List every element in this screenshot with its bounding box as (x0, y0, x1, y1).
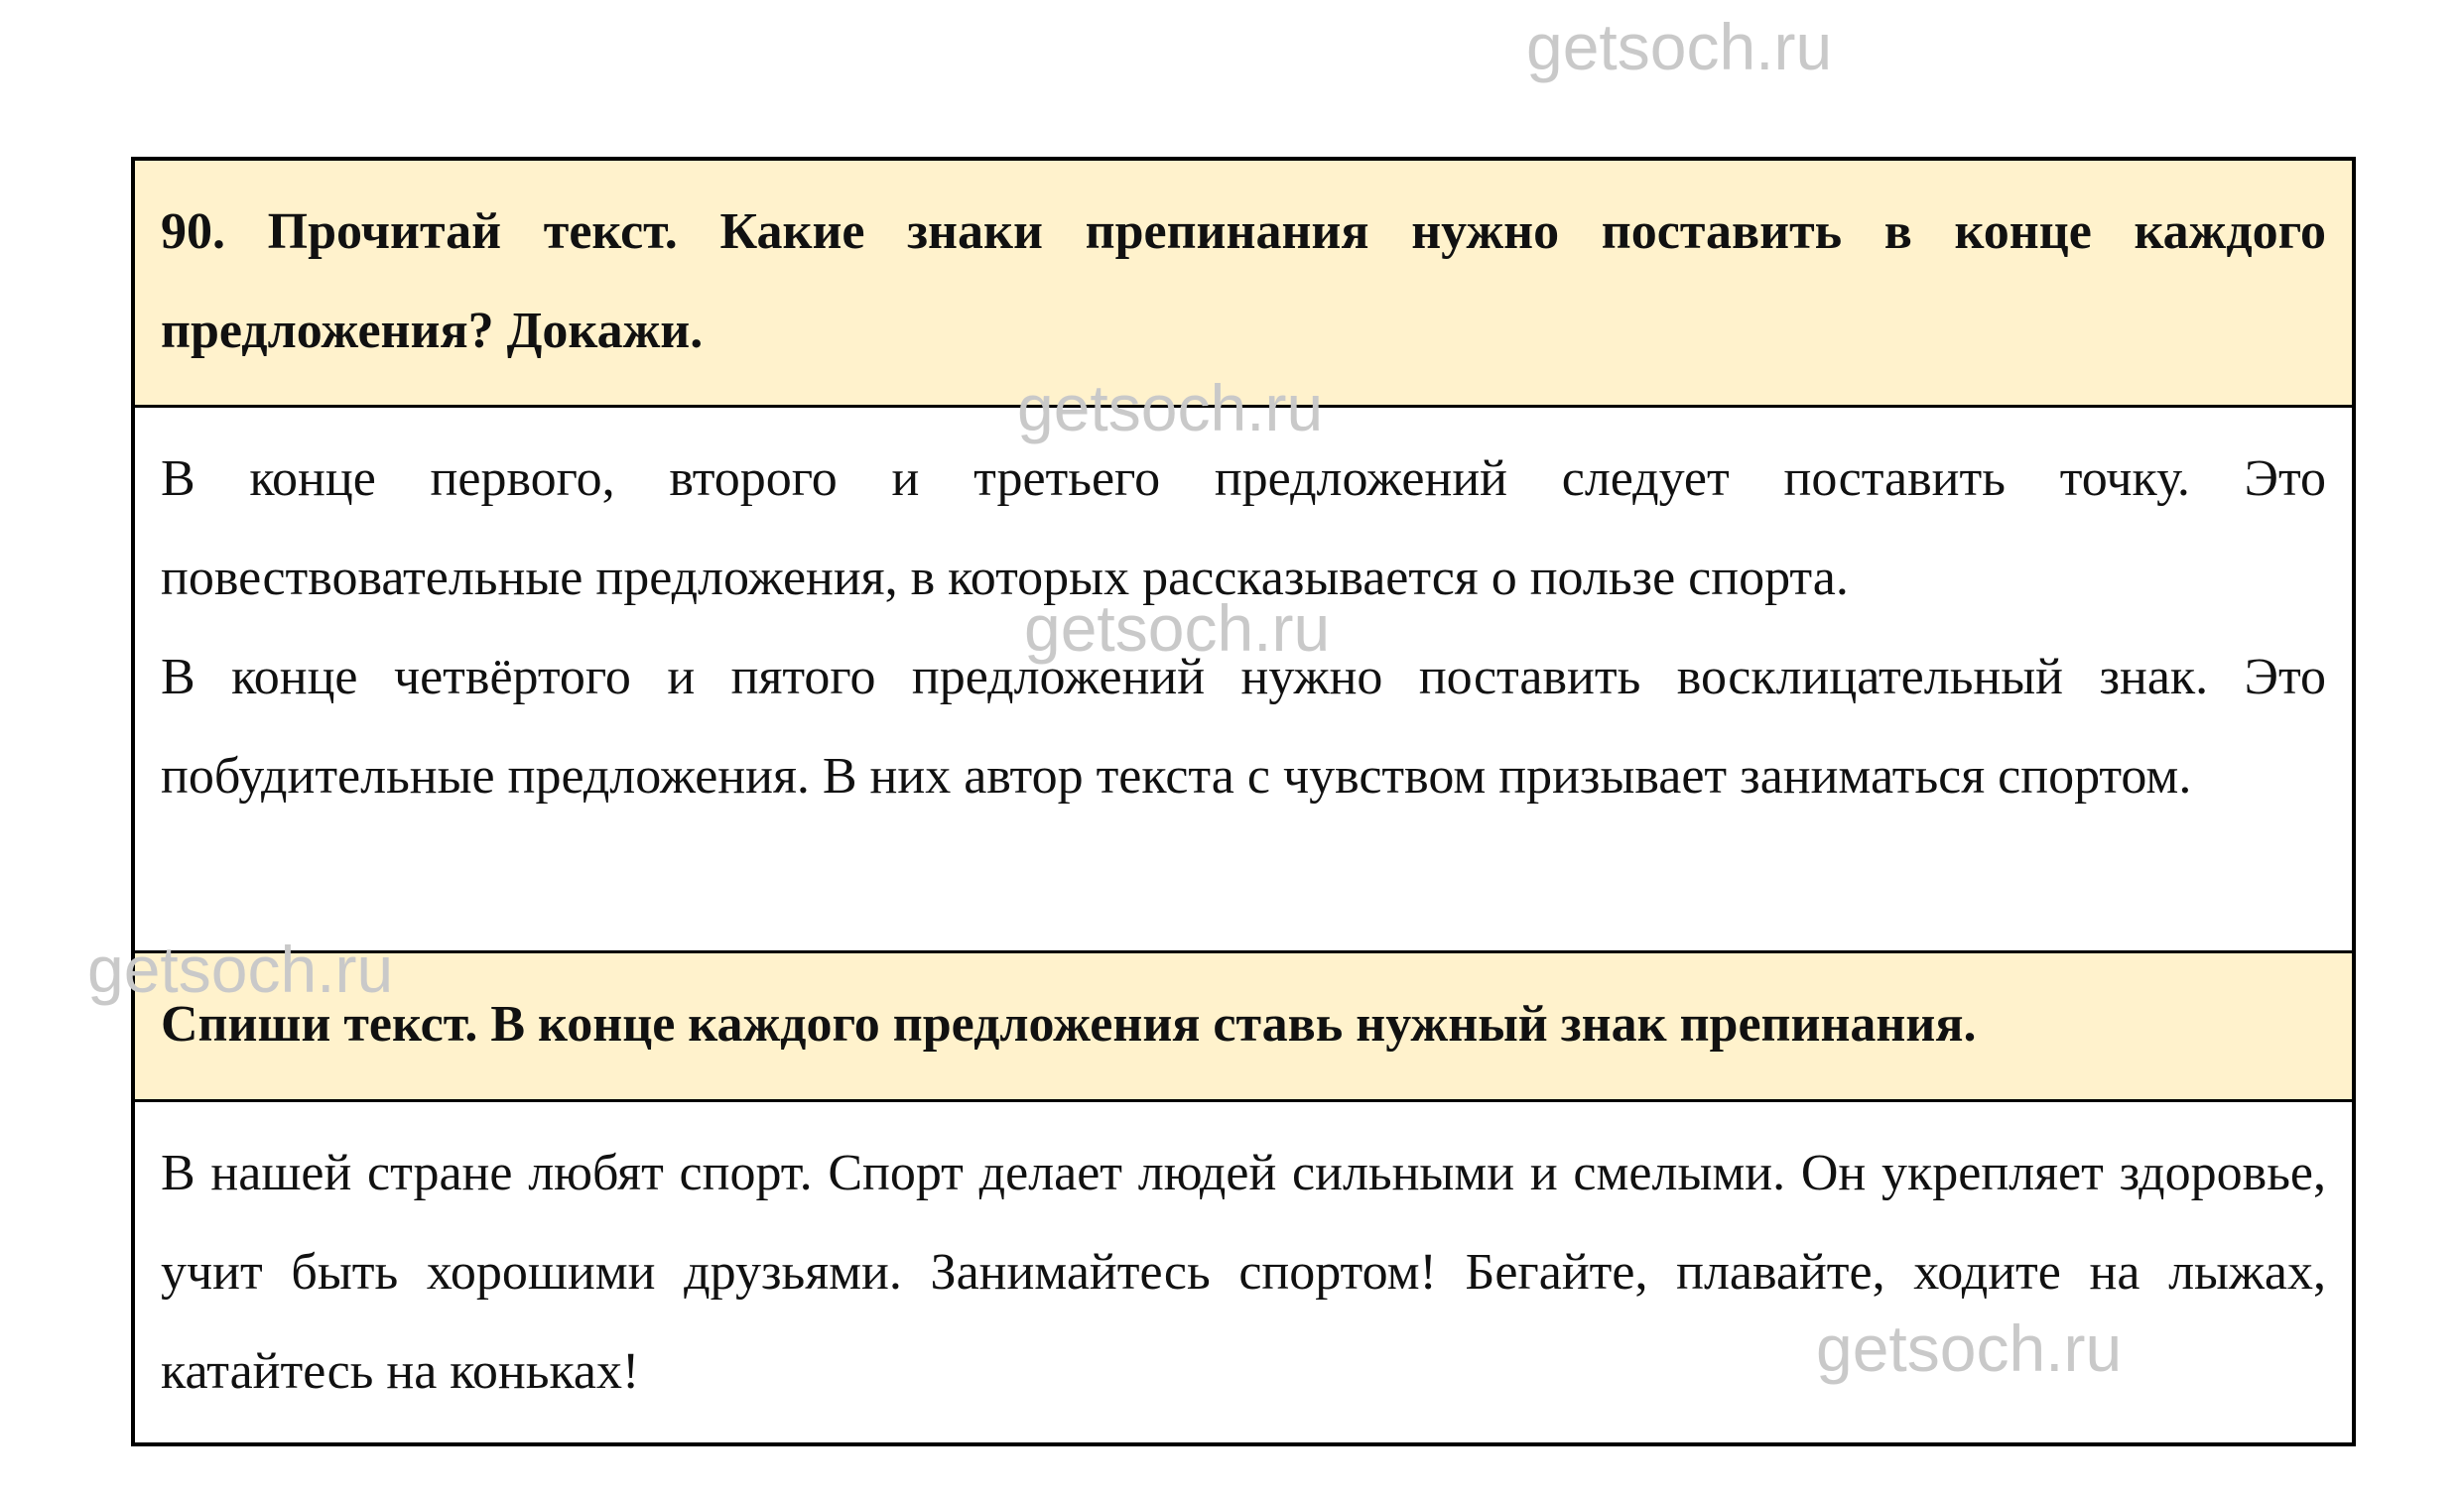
answer-row (135, 1099, 2352, 1442)
task-text: 90. Прочитай текст. Какие знаки препинания нужно поставить в конце каждого предложения? Докажи. (161, 203, 2326, 359)
answer-paragraph: В нашей стране любят спорт. Спорт делает людей сильными и смелыми. Он укрепляет здоровье, учит быть хорошими друзьями. Занимайтесь спортом! Бегайте, плавайте, ходите на лыжах, катайтесь на коньках! (161, 1145, 2326, 1400)
watermark: getsoch.ru (1526, 10, 1833, 83)
task-header-row (135, 161, 2352, 405)
watermark: getsoch.ru (1816, 1311, 2123, 1385)
watermark: getsoch.ru (1017, 371, 1324, 444)
exercise-table (131, 157, 2356, 1446)
answer-paragraph: В конце первого, второго и третьего предложений следует поставить точку. Это повествовательные предложения, в которых рассказывается о пользе спорта. (161, 450, 2326, 606)
task-header-row (135, 950, 2352, 1099)
watermark: getsoch.ru (87, 933, 394, 1006)
answer-row (135, 405, 2352, 950)
watermark: getsoch.ru (1024, 591, 1331, 665)
answer-paragraph: В конце четвёртого и пятого предложений нужно поставить восклицательный знак. Это побудительные предложения. В них автор текста с чувством призывает заниматься спортом. (161, 649, 2326, 805)
task-text: Спиши текст. В конце каждого предложения ставь нужный знак препинания. (161, 996, 1977, 1053)
